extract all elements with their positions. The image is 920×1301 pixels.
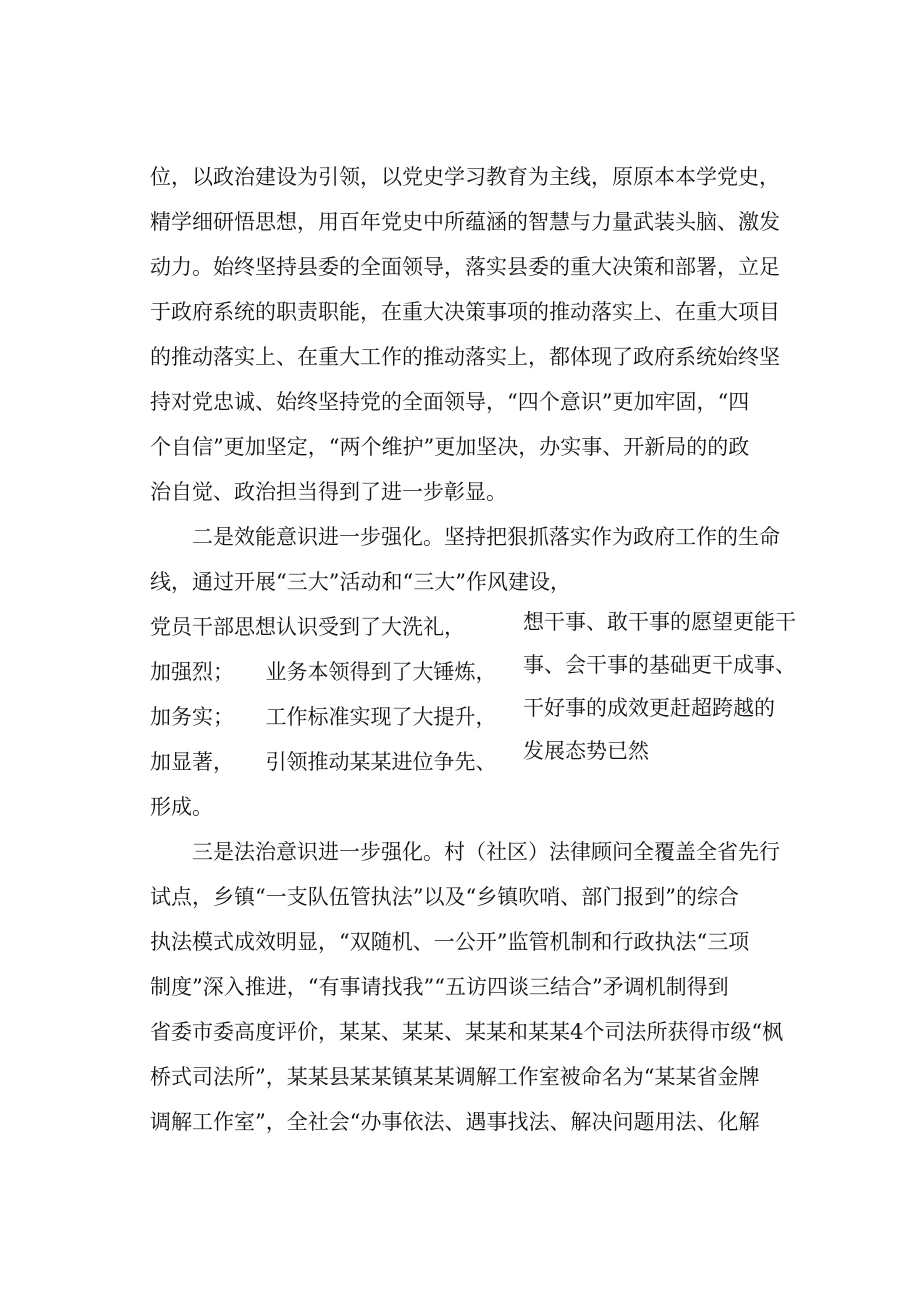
text-line: 的推动落实上、在重大工作的推动落实上，都体现了政府系统始终坚 <box>150 345 780 369</box>
text-line: 桥式司法所”，某某县某某镇某某调解工作室被命名为“某某省金牌 <box>150 1065 760 1089</box>
text-line: 三是法治意识进一步强化。村（社区）法律顾问全覆盖全省先行 <box>192 840 780 864</box>
right-column-line: 事、会干事的基础更干成事、 <box>523 653 796 677</box>
left-column-line: 加强烈； 业务本领得到了大锤炼， <box>150 660 497 684</box>
right-column-line: 发展态势已然 <box>523 739 649 763</box>
text-line: 治自觉、政治担当得到了进一步彰显。 <box>150 480 507 504</box>
right-column-line: 想干事、敢干事的愿望更能干 <box>523 610 796 634</box>
text-line: 二是效能意识进一步强化。坚持把狠抓落实作为政府工作的生命 <box>192 525 780 549</box>
text-line: 调解工作室”，全社会“办事依法、遇事找法、解决问题用法、化解 <box>150 1110 760 1134</box>
text-line: 精学细研悟思想，用百年党史中所蕴涵的智慧与力量武装头脑、激发 <box>150 210 780 234</box>
left-column-line: 加显著， 引领推动某某进位争先、 <box>150 750 497 774</box>
text-line: 试点，乡镇“一支队伍管执法”以及“乡镇吹哨、部门报到”的综合 <box>150 885 739 909</box>
text-line: 持对党忠诚、始终坚持党的全面领导，“四个意识”更加牢固，“四 <box>150 390 750 414</box>
text-line: 执法模式成效明显，“双随机、一公开”监管机制和行政执法“三项 <box>150 930 750 954</box>
left-column-line: 形成。 <box>150 795 213 819</box>
left-column-line: 加务实； 工作标准实现了大提升， <box>150 705 497 729</box>
text-line: 省委市委高度评价，某某、某某、某某和某某4个司法所获得市级“枫 <box>150 1020 784 1044</box>
text-line: 动力。始终坚持县委的全面领导，落实县委的重大决策和部署，立足 <box>150 255 780 279</box>
text-line: 位，以政治建设为引领，以党史学习教育为主线，原原本本学党史， <box>150 165 780 189</box>
text-line: 个自信”更加坚定，“两个维护”更加坚决，办实事、开新局的的政 <box>150 435 750 459</box>
left-column-line: 党员干部思想认识受到了大洗礼， <box>150 615 465 639</box>
text-line: 线，通过开展“三大”活动和“三大”作风建设， <box>150 570 571 594</box>
text-line: 于政府系统的职责职能，在重大决策事项的推动落实上、在重大项目 <box>150 300 780 324</box>
text-line: 制度”深入推进，“有事请找我”“五访四谈三结合”矛调机制得到 <box>150 975 729 999</box>
right-column-line: 干好事的成效更赶超跨越的 <box>523 696 775 720</box>
